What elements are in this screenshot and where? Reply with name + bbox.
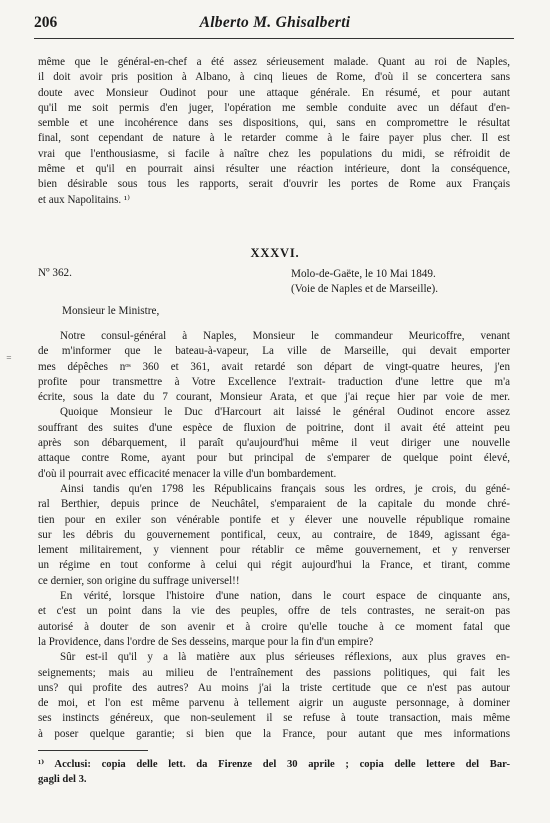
letter-body <box>38 329 510 742</box>
text-line: bien désirable sous tous les rapports, serait d'ouvrir les portes de Rome aux Français <box>38 178 510 191</box>
text-line: final, sont cependant de nature à le retarder comme à le faire payer plus cher. Il est <box>38 132 510 145</box>
text-line: tien pour en exiler son vénérable pontife et y élever une nouvelle république romaine <box>38 513 510 526</box>
text-line: seignements; mais au milieu de l'entraînement des passions politiques, qui fait les <box>38 666 510 679</box>
text-line: écrite, sous la date du 7 courant, Monsieur Arata, et que j'ai reçue hier par voie de mer. <box>38 391 510 404</box>
footnote-line: gagli del 3. <box>38 773 87 785</box>
text-line: ses instincts généreux, que non-seulement il se refuse à toute transaction, mais même <box>38 712 510 725</box>
footnote-rule <box>38 750 148 751</box>
text-line: autorisé à douter de son avenir et à croire qu'elle touche à ce moment fatal que <box>38 620 510 633</box>
text-line: de moi, et l'on est même parvenu à tellement aigrir un auguste personnage, à dominer <box>38 697 510 710</box>
text-line: et aux Napolitains. ¹⁾ <box>38 193 130 206</box>
dateline-place-date: Molo-de-Gaëte, le 10 Mai 1849. <box>291 268 436 280</box>
text-line: mes dépêches nᵒˢ 360 et 361, avait retardé son départ de vingt-quatre heures, j'en <box>38 360 510 373</box>
text-line: de m'informer que le bateau-à-vapeur, La ville de Marseille, qui devait emporter <box>38 345 510 358</box>
text-line: Ainsi tandis qu'en 1798 les Républicains français sous les ordres, je crois, du géné- <box>60 482 510 495</box>
text-line: doute avec Monsieur Oudinot pour une attaque générale. En résumé, et pour autant <box>38 86 510 99</box>
text-line: ce dernier, son origine du suffrage universel!! <box>38 574 240 587</box>
text-line: un régime en tout conforme à celui qui régit aujourd'hui la France, et tirant, comme <box>38 559 510 572</box>
footnote <box>38 758 510 787</box>
text-line: souffrant des suites d'une espèce de fluxion de poitrine, dont il avait été atteint peu <box>38 421 510 434</box>
text-line: En vérité, lorsque l'histoire d'une nation, dans le court espace de cinquante ans, <box>60 590 510 603</box>
text-line: à poser quelque garantie; si bien que la France, pour autant que mes informations <box>38 727 510 740</box>
text-line: la Providence, dans l'ordre de Ses desseins, marque pour la fin d'un empire? <box>38 635 374 648</box>
text-line: même et qu'il en pourrait ainsi résulter une réaction intérieure, dont la conséquence, <box>38 163 510 176</box>
text-line: Notre consul-général à Naples, Monsieur le commandeur Meuricoffre, venant <box>60 330 510 342</box>
running-header <box>34 14 516 36</box>
footnote-line: ¹⁾ Acclusi: copia delle lett. da Firenze del 30 aprile ; copia delle lettere del Bar- <box>38 759 510 770</box>
text-line: et c'est un point dans la vie des peuples, offre de tels contrastes, ne serait-on pas <box>38 605 510 618</box>
text-line: même que le général-en-chef a été assez sérieusement malade. Quant au roi de Naples, <box>38 56 510 68</box>
page-number: 206 <box>34 14 58 31</box>
text-line: sur les débris du gouvernement pontifical, ceux, au contraire, de 1849, agissant éga- <box>38 528 510 541</box>
salutation: Monsieur le Ministre, <box>62 305 160 317</box>
dateline <box>291 267 438 298</box>
text-line: ral Berthier, depuis prince de Neuchâtel, s'emparaient de la capitale du monde chré- <box>38 498 510 511</box>
text-line: qu'il me soit permis d'en juger, l'opération me semble conduite avec un défaut d'en- <box>38 101 510 114</box>
header-rule <box>34 38 514 39</box>
text-line: attaque contre Rome, ayant pour but principal de s'emparer de quelque point élevé, <box>38 452 510 465</box>
dateline-route: (Voie de Naples et de Marseille). <box>291 283 439 296</box>
text-line: il doit avoir pris position à Albano, à cinq lieues de Rome, d'où il se concertera sans <box>38 71 510 84</box>
text-line: après son débarquement, il paraît qu'aujourd'hui même il veut diriger une nouvelle <box>38 437 510 450</box>
text-line: vrai que l'enthousiasme, si facile à naître chez les populations du midi, se réfroidit de <box>38 147 510 160</box>
text-line: lement militairement, y viennent pour rétablir ce même gouvernement, et y renverser <box>38 544 510 557</box>
text-line: uns? qui profite des autres? Au moins j'ai la triste certitude que ce n'est pas autour <box>38 681 510 694</box>
paragraph-continuation <box>38 55 510 208</box>
text-line: Quoique Monsieur le Duc d'Harcourt ait laissé le général Oudinot encore assez <box>60 406 510 419</box>
text-line: Sûr est-il qu'il y a là matière aux plus sérieuses réflexions, aux plus graves en- <box>60 651 510 664</box>
document-number: Nº 362. <box>38 267 72 279</box>
text-line: d'où il pourrait avec efficacité menacer la ville d'un bombardement. <box>38 467 337 480</box>
text-line: semble et une incohérence dans ses dispositions, qui, sans en compromettre le résultat <box>38 117 510 130</box>
text-line: profite pour transmettre à Votre Excellence l'extrait- traduction d'une lettre que m'a <box>38 375 510 388</box>
section-number: XXXVI. <box>250 246 300 260</box>
margin-mark: ⁼ <box>6 354 12 366</box>
running-title: Alberto M. Ghisalberti <box>199 14 351 31</box>
